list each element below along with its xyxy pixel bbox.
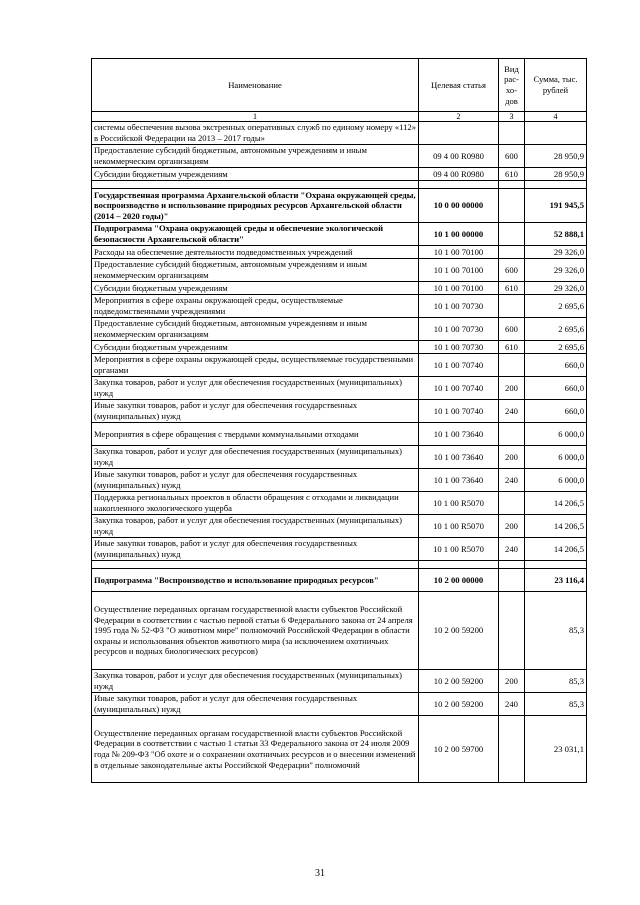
- row-expense-type: 200: [499, 670, 525, 693]
- row-target-article: 10 1 00 70730: [419, 318, 499, 341]
- row-name: [92, 561, 419, 569]
- table-row: [92, 122, 587, 145]
- row-target-article: 10 1 00 70740: [419, 377, 499, 400]
- row-name: Предоставление субсидий бюджетным, автономным учреждениям и иным некоммерческим организациям: [92, 259, 419, 282]
- budget-table: [91, 58, 587, 783]
- row-sum: 660,0: [525, 400, 587, 423]
- row-target-article: 10 1 00 R5070: [419, 515, 499, 538]
- row-expense-type: [499, 423, 525, 446]
- row-sum: 29 326,0: [525, 246, 587, 259]
- row-sum: 2 695,6: [525, 318, 587, 341]
- row-sum: 14 206,5: [525, 515, 587, 538]
- row-name: Государственная программа Архангельской области "Охрана окружающей среды, воспроизводство и использование природных ресурсов Архангельской области (2014 – 2020 годы)": [92, 189, 419, 223]
- row-target-article: 10 2 00 59200: [419, 693, 499, 716]
- row-target-article: 10 2 00 59200: [419, 670, 499, 693]
- table-row: [92, 492, 587, 515]
- row-target-article: 09 4 00 R0980: [419, 145, 499, 168]
- row-expense-type: [499, 354, 525, 377]
- row-expense-type: [499, 561, 525, 569]
- row-expense-type: 610: [499, 282, 525, 295]
- row-expense-type: 600: [499, 259, 525, 282]
- row-target-article: 10 1 00 70100: [419, 259, 499, 282]
- column-number-row: [92, 112, 587, 122]
- table-row: [92, 168, 587, 181]
- row-expense-type: 240: [499, 693, 525, 716]
- row-expense-type: 200: [499, 377, 525, 400]
- table-row: [92, 446, 587, 469]
- table-row: [92, 400, 587, 423]
- table-row: [92, 592, 587, 670]
- row-name: Подпрограмма "Охрана окружающей среды и обеспечение экологической безопасности Архангельской области": [92, 223, 419, 246]
- table-row: [92, 538, 587, 561]
- row-expense-type: 610: [499, 341, 525, 354]
- row-expense-type: [499, 716, 525, 783]
- row-target-article: 10 1 00 70740: [419, 400, 499, 423]
- row-name: Закупка товаров, работ и услуг для обеспечения государственных (муниципальных) нужд: [92, 446, 419, 469]
- row-target-article: 10 1 00 R5070: [419, 492, 499, 515]
- row-name: Мероприятия в сфере охраны окружающей среды, осуществляемые подведомственными учреждениями: [92, 295, 419, 318]
- row-expense-type: 240: [499, 538, 525, 561]
- row-sum: [525, 561, 587, 569]
- table-row: [92, 145, 587, 168]
- row-target-article: 10 1 00 R5070: [419, 538, 499, 561]
- row-sum: 85,3: [525, 670, 587, 693]
- row-sum: 52 888,1: [525, 223, 587, 246]
- table-header-row: [92, 59, 587, 112]
- row-target-article: 10 1 00 00000: [419, 223, 499, 246]
- row-target-article: 10 0 00 00000: [419, 189, 499, 223]
- row-sum: [525, 122, 587, 145]
- row-target-article: 10 2 00 59700: [419, 716, 499, 783]
- row-sum: 6 000,0: [525, 423, 587, 446]
- row-expense-type: 610: [499, 168, 525, 181]
- row-target-article: 10 1 00 70100: [419, 246, 499, 259]
- row-sum: 14 206,5: [525, 492, 587, 515]
- row-name: Расходы на обеспечение деятельности подведомственных учреждений: [92, 246, 419, 259]
- row-target-article: 09 4 00 R0980: [419, 168, 499, 181]
- row-sum: 29 326,0: [525, 282, 587, 295]
- row-name: Мероприятия в сфере обращения с твердыми коммунальными отходами: [92, 423, 419, 446]
- table-row: [92, 295, 587, 318]
- row-sum: [525, 181, 587, 189]
- row-sum: 2 695,6: [525, 341, 587, 354]
- row-sum: 6 000,0: [525, 446, 587, 469]
- row-target-article: 10 1 00 70730: [419, 341, 499, 354]
- row-name: Осуществление переданных органам государственной власти субъектов Российской Федерации в соответствии с частью первой статьи 6 Федерального закона от 24 апреля 1995 года № 52-ФЗ "О животном мире" полномочий Российской Федерации в области охраны и использования объектов животного мира (за исключением охотничьих ресурсов и водных биологических ресурсов): [92, 592, 419, 670]
- table-row: [92, 181, 587, 189]
- row-target-article: [419, 561, 499, 569]
- row-expense-type: 240: [499, 400, 525, 423]
- row-name: [92, 181, 419, 189]
- table-row: [92, 354, 587, 377]
- row-name: Иные закупки товаров, работ и услуг для обеспечения государственных (муниципальных) нужд: [92, 693, 419, 716]
- row-expense-type: [499, 246, 525, 259]
- column-number: 1: [92, 112, 419, 122]
- row-name: Предоставление субсидий бюджетным, автономным учреждениям и иным некоммерческим организациям: [92, 145, 419, 168]
- row-expense-type: 600: [499, 318, 525, 341]
- row-expense-type: [499, 181, 525, 189]
- row-name: Иные закупки товаров, работ и услуг для обеспечения государственных (муниципальных) нужд: [92, 538, 419, 561]
- row-name: Субсидии бюджетным учреждениям: [92, 341, 419, 354]
- row-target-article: 10 2 00 00000: [419, 569, 499, 592]
- table-row: [92, 341, 587, 354]
- row-sum: 28 950,9: [525, 145, 587, 168]
- row-sum: 23 116,4: [525, 569, 587, 592]
- table-row: [92, 423, 587, 446]
- table-row: [92, 259, 587, 282]
- row-expense-type: 200: [499, 446, 525, 469]
- table-row: [92, 246, 587, 259]
- row-expense-type: [499, 223, 525, 246]
- table-row: [92, 223, 587, 246]
- column-number: 2: [419, 112, 499, 122]
- row-sum: 85,3: [525, 592, 587, 670]
- row-name: Подпрограмма "Воспроизводство и использование природных ресурсов": [92, 569, 419, 592]
- table-row: [92, 693, 587, 716]
- table-row: [92, 561, 587, 569]
- column-number: 3: [499, 112, 525, 122]
- row-target-article: 10 1 00 70100: [419, 282, 499, 295]
- row-target-article: 10 1 00 70740: [419, 354, 499, 377]
- row-sum: 660,0: [525, 354, 587, 377]
- page-number: 31: [315, 868, 325, 879]
- row-name: Закупка товаров, работ и услуг для обеспечения государственных (муниципальных) нужд: [92, 515, 419, 538]
- row-name: Иные закупки товаров, работ и услуг для обеспечения государственных (муниципальных) нужд: [92, 469, 419, 492]
- row-expense-type: 240: [499, 469, 525, 492]
- table-row: [92, 515, 587, 538]
- row-target-article: 10 1 00 73640: [419, 446, 499, 469]
- row-sum: 14 206,5: [525, 538, 587, 561]
- row-sum: 6 000,0: [525, 469, 587, 492]
- row-sum: 28 950,9: [525, 168, 587, 181]
- row-name: системы обеспечения вызова экстренных оперативных служб по единому номеру «112» в Российской Федерации на 2013 – 2017 годы»: [92, 122, 419, 145]
- table-row: [92, 670, 587, 693]
- table-row: [92, 469, 587, 492]
- row-expense-type: [499, 189, 525, 223]
- budget-table-body: [92, 59, 587, 783]
- row-name: Поддержка региональных проектов в области обращения с отходами и ликвидации накопленного экологического ущерба: [92, 492, 419, 515]
- row-expense-type: 600: [499, 145, 525, 168]
- row-target-article: [419, 122, 499, 145]
- row-sum: 2 695,6: [525, 295, 587, 318]
- row-name: Субсидии бюджетным учреждениям: [92, 282, 419, 295]
- row-target-article: 10 1 00 70730: [419, 295, 499, 318]
- table-row: [92, 318, 587, 341]
- row-target-article: 10 1 00 73640: [419, 469, 499, 492]
- row-name: Мероприятия в сфере охраны окружающей среды, осуществляемые государственными органами: [92, 354, 419, 377]
- table-row: [92, 569, 587, 592]
- row-expense-type: [499, 569, 525, 592]
- header-target-article: Целевая статья: [419, 59, 499, 112]
- header-sum: Сумма, тыс. рублей: [525, 59, 587, 112]
- row-sum: 23 031,1: [525, 716, 587, 783]
- table-row: [92, 282, 587, 295]
- header-expense-type: Вид рас-хо-дов: [499, 59, 525, 112]
- row-expense-type: [499, 492, 525, 515]
- table-row: [92, 377, 587, 400]
- header-name: Наименование: [92, 59, 419, 112]
- row-name: Закупка товаров, работ и услуг для обеспечения государственных (муниципальных) нужд: [92, 377, 419, 400]
- row-expense-type: [499, 295, 525, 318]
- row-name: Субсидии бюджетным учреждениям: [92, 168, 419, 181]
- row-name: Предоставление субсидий бюджетным, автономным учреждениям и иным некоммерческим организациям: [92, 318, 419, 341]
- row-sum: 85,3: [525, 693, 587, 716]
- row-name: Закупка товаров, работ и услуг для обеспечения государственных (муниципальных) нужд: [92, 670, 419, 693]
- column-number: 4: [525, 112, 587, 122]
- row-sum: 191 945,5: [525, 189, 587, 223]
- row-target-article: 10 1 00 73640: [419, 423, 499, 446]
- table-row: [92, 716, 587, 783]
- row-expense-type: 200: [499, 515, 525, 538]
- row-expense-type: [499, 592, 525, 670]
- row-target-article: [419, 181, 499, 189]
- row-name: Осуществление переданных органам государственной власти субъектов Российской Федерации в соответствии с частью 1 статьи 33 Федерального закона от 24 июля 2009 года № 209-ФЗ "Об охоте и о сохранении охотничьих ресурсов и о внесении изменений в отдельные законодательные акты Российской Федерации" полномочий: [92, 716, 419, 783]
- row-expense-type: [499, 122, 525, 145]
- row-sum: 660,0: [525, 377, 587, 400]
- row-target-article: 10 2 00 59200: [419, 592, 499, 670]
- row-name: Иные закупки товаров, работ и услуг для обеспечения государственных (муниципальных) нужд: [92, 400, 419, 423]
- row-sum: 29 326,0: [525, 259, 587, 282]
- table-row: [92, 189, 587, 223]
